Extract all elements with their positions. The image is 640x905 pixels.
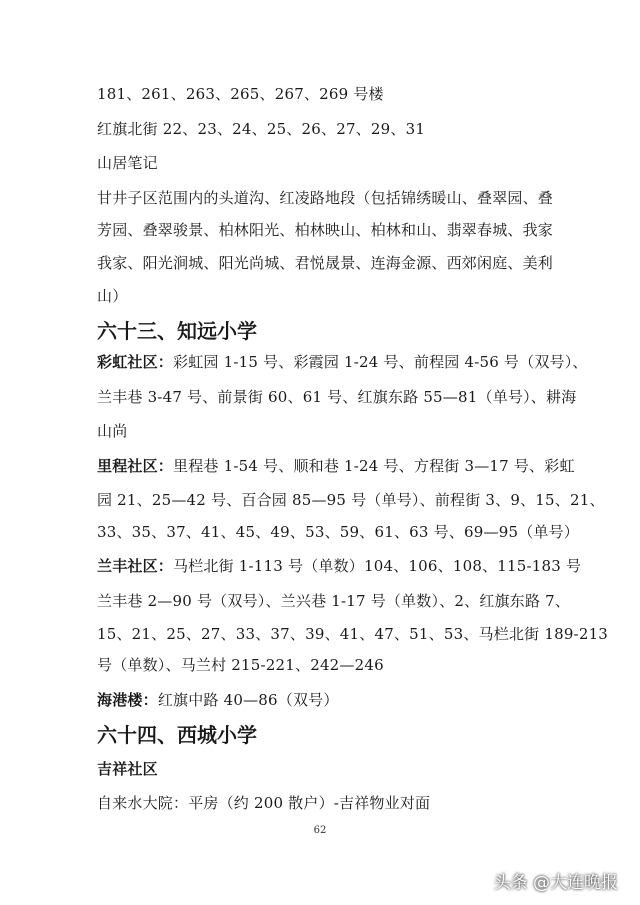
community-label: 吉祥社区 <box>97 760 158 778</box>
community-paragraph-caihong <box>97 345 588 379</box>
section-heading: 六十四、西城小学 <box>97 723 257 747</box>
section-heading: 六十三、知远小学 <box>97 319 257 343</box>
community-label: 彩虹社区： <box>97 353 174 371</box>
text-line: 山居笔记 <box>97 154 158 172</box>
community-label: 海港楼： <box>97 691 158 709</box>
text-line: 山尚 <box>97 422 128 440</box>
text-span: 里程巷 1-54 号、顺和巷 1-24 号、方程街 3—17 号、彩虹 <box>173 457 575 475</box>
community-label: 里程社区： <box>97 457 174 475</box>
text-line: 红旗北街 22、23、24、25、26、27、29、31 <box>97 120 426 138</box>
text-line: 33、35、37、41、45、49、53、59、61、63 号、69—95（单号） <box>97 523 580 541</box>
text-line: 我家、阳光涧城、阳光尚城、君悦晟景、连海金源、西郊闲庭、美利 <box>97 254 554 272</box>
text-span: 红旗中路 40—86（双号） <box>157 691 339 709</box>
text-line: 园 21、25—42 号、百合园 85—95 号（单号）、前程街 3、9、15、21、 <box>97 491 605 509</box>
text-span: 马栏北街 1-113 号（单数）104、106、108、115-183 号 <box>173 557 582 575</box>
text-line: 兰丰巷 2—90 号（双号）、兰兴巷 1-17 号（单数）、2、红旗东路 7、 <box>97 592 571 610</box>
text-line: 181、261、263、265、267、269 号楼 <box>97 85 384 103</box>
text-line: 甘井子区范围内的头道沟、红凌路地段（包括锦绣暖山、叠翠园、叠 <box>97 189 554 207</box>
text-span: 彩虹园 1-15 号、彩霞园 1-24 号、前程园 4-56 号（双号）、 <box>173 353 588 371</box>
text-line: 山） <box>97 287 128 305</box>
text-line: 兰丰巷 3-47 号、前景街 60、61 号、红旗东路 55—81（单号）、耕海 <box>97 388 577 406</box>
text-line: 15、21、25、27、33、37、39、41、47、51、53、马栏北街 189-213 <box>97 625 609 643</box>
page-number: 62 <box>313 825 327 836</box>
text-line: 自来水大院：平房（约 200 散户）-吉祥物业对面 <box>97 794 431 812</box>
text-line: 号（单数）、马兰村 215-221、242—246 <box>97 656 384 674</box>
text-line: 芳园、叠翠骏景、柏林阳光、柏林映山、柏林和山、翡翠春城、我家 <box>97 221 554 239</box>
community-paragraph-licheng <box>97 449 575 483</box>
community-label: 兰丰社区： <box>97 557 174 575</box>
watermark: 头条 @大连晚报 <box>493 873 618 893</box>
community-paragraph-haigang <box>97 683 557 717</box>
community-paragraph-lanfeng <box>97 549 582 583</box>
